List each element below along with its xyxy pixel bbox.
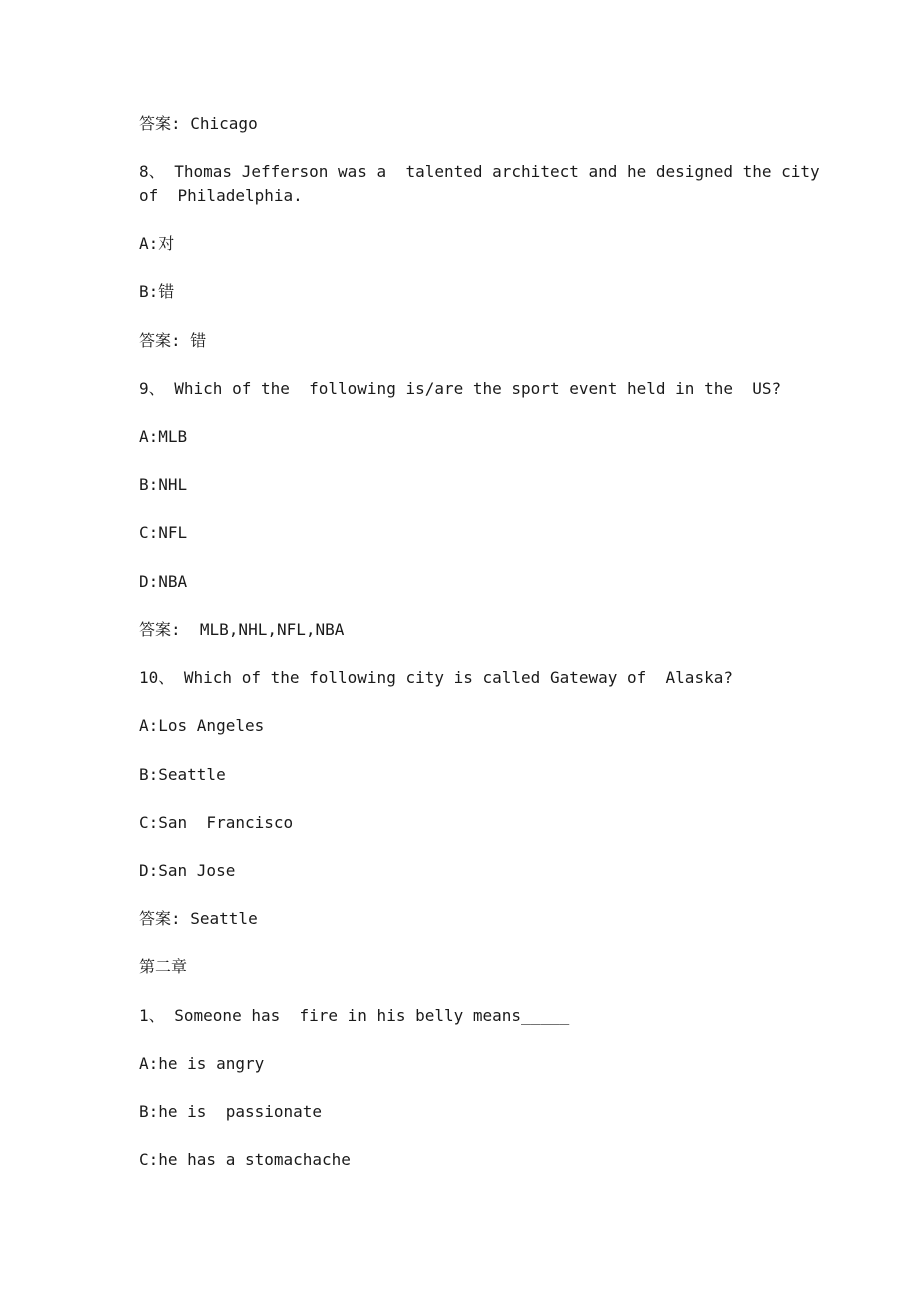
question-8-text: 8、 Thomas Jefferson was a talented architect and he designed the city xyxy=(139,162,820,181)
option-c: C:NFL xyxy=(139,523,188,542)
option-d: D:NBA xyxy=(139,572,188,591)
option-a: A:对 xyxy=(139,234,175,253)
option-d: D:San Jose xyxy=(139,861,236,880)
question-8-text-cont: of Philadelphia. xyxy=(139,186,303,205)
option-c: C:he has a stomachache xyxy=(139,1150,351,1169)
option-c: C:San Francisco xyxy=(139,813,294,832)
option-b: B:he is passionate xyxy=(139,1102,323,1121)
option-b: B:Seattle xyxy=(139,765,226,784)
question-9-text: 9、 Which of the following is/are the sport event held in the US? xyxy=(139,379,782,398)
option-a: A:Los Angeles xyxy=(139,716,265,735)
option-b: B:错 xyxy=(139,282,175,301)
answer-line: 答案: MLB,NHL,NFL,NBA xyxy=(139,620,345,639)
answer-line: 答案: 错 xyxy=(139,331,207,350)
question-10-text: 10、 Which of the following city is called Gateway of Alaska? xyxy=(139,668,733,687)
answer-line: 答案: Chicago xyxy=(139,114,258,133)
option-a: A:MLB xyxy=(139,427,188,446)
chapter-heading: 第二章 xyxy=(139,957,188,976)
option-b: B:NHL xyxy=(139,475,188,494)
option-a: A:he is angry xyxy=(139,1054,265,1073)
question-1-text: 1、 Someone has fire in his belly means_____ xyxy=(139,1006,570,1025)
answer-line: 答案: Seattle xyxy=(139,909,258,928)
